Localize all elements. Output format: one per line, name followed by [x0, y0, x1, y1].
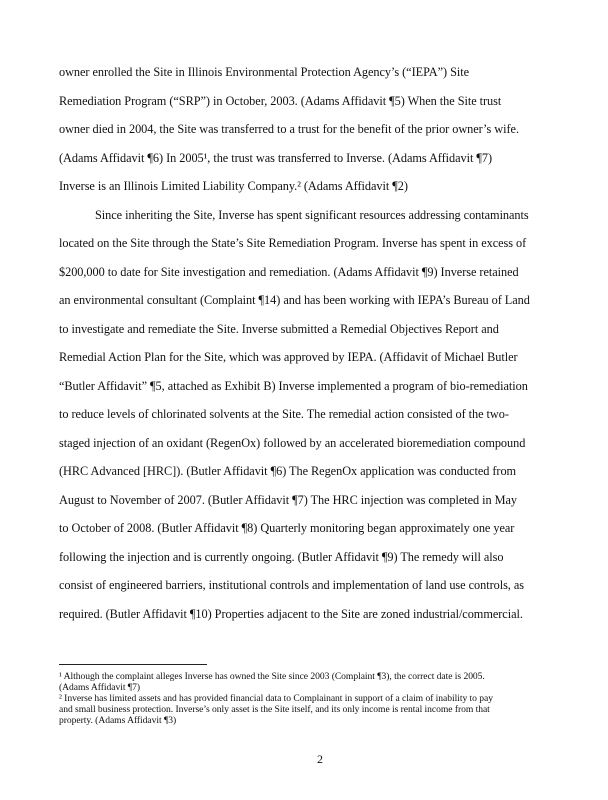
- body-line: required. (Butler Affidavit ¶10) Properties adjacent to the Site are zoned industrial/commercial.: [59, 607, 523, 621]
- body-line: an environmental consultant (Complaint ¶14) and has been working with IEPA’s Bureau of Land: [59, 293, 530, 307]
- body-line: August to November of 2007. (Butler Affidavit ¶7) The HRC injection was completed in May: [59, 493, 518, 507]
- body-line: following the injection and is currently ongoing. (Butler Affidavit ¶9) The remedy will also: [59, 550, 504, 564]
- footnote-divider: [59, 664, 207, 665]
- body-line: Remedial Action Plan for the Site, which was approved by IEPA. (Affidavit of Michael Butler: [59, 350, 518, 364]
- body-line: Since inheriting the Site, Inverse has spent significant resources addressing contaminants: [95, 208, 529, 222]
- footnote-line: ¹ Although the complaint alleges Inverse has owned the Site since 2003 (Complaint ¶3), the correct date is 2005.: [59, 671, 485, 682]
- body-line: Inverse is an Illinois Limited Liability Company.² (Adams Affidavit ¶2): [59, 179, 408, 193]
- body-line: owner died in 2004, the Site was transferred to a trust for the benefit of the prior owner’s wife.: [59, 122, 519, 136]
- body-line: located on the Site through the State’s Site Remediation Program. Inverse has spent in excess of: [59, 236, 527, 250]
- body-line: consist of engineered barriers, institutional controls and implementation of land use controls, as: [59, 578, 525, 592]
- body-line: staged injection of an oxidant (RegenOx) followed by an accelerated bioremediation compound: [59, 436, 526, 450]
- footnote-line: ² Inverse has limited assets and has provided financial data to Complainant in support of a claim of inability to pay: [59, 693, 493, 704]
- body-line: (HRC Advanced [HRC]). (Butler Affidavit ¶6) The RegenOx application was conducted from: [59, 464, 517, 478]
- body-line: to reduce levels of chlorinated solvents at the Site. The remedial action consisted of the two-: [59, 407, 509, 421]
- footnote-line: property. (Adams Affidavit ¶3): [59, 715, 177, 726]
- body-line: $200,000 to date for Site investigation and remediation. (Adams Affidavit ¶9) Inverse retained: [59, 265, 519, 279]
- body-line: (Adams Affidavit ¶6) In 2005¹, the trust was transferred to Inverse. (Adams Affidavit ¶7): [59, 151, 493, 165]
- footnote-line: (Adams Affidavit ¶7): [59, 682, 140, 693]
- body-line: “Butler Affidavit” ¶5, attached as Exhibit B) Inverse implemented a program of bio-remediation: [59, 379, 528, 393]
- footnote-line: and small business protection. Inverse’s only asset is the Site itself, and its only income is rental income from that: [59, 704, 490, 715]
- body-line: to October of 2008. (Butler Affidavit ¶8) Quarterly monitoring began approximately one year: [59, 521, 515, 535]
- body-line: owner enrolled the Site in Illinois Environmental Protection Agency’s (“IEPA”) Site: [59, 65, 469, 79]
- body-line: Remediation Program (“SRP”) in October, 2003. (Adams Affidavit ¶5) When the Site trust: [59, 94, 502, 108]
- page-number: 2: [317, 752, 323, 766]
- body-line: to investigate and remediate the Site. Inverse submitted a Remedial Objectives Report and: [59, 322, 499, 336]
